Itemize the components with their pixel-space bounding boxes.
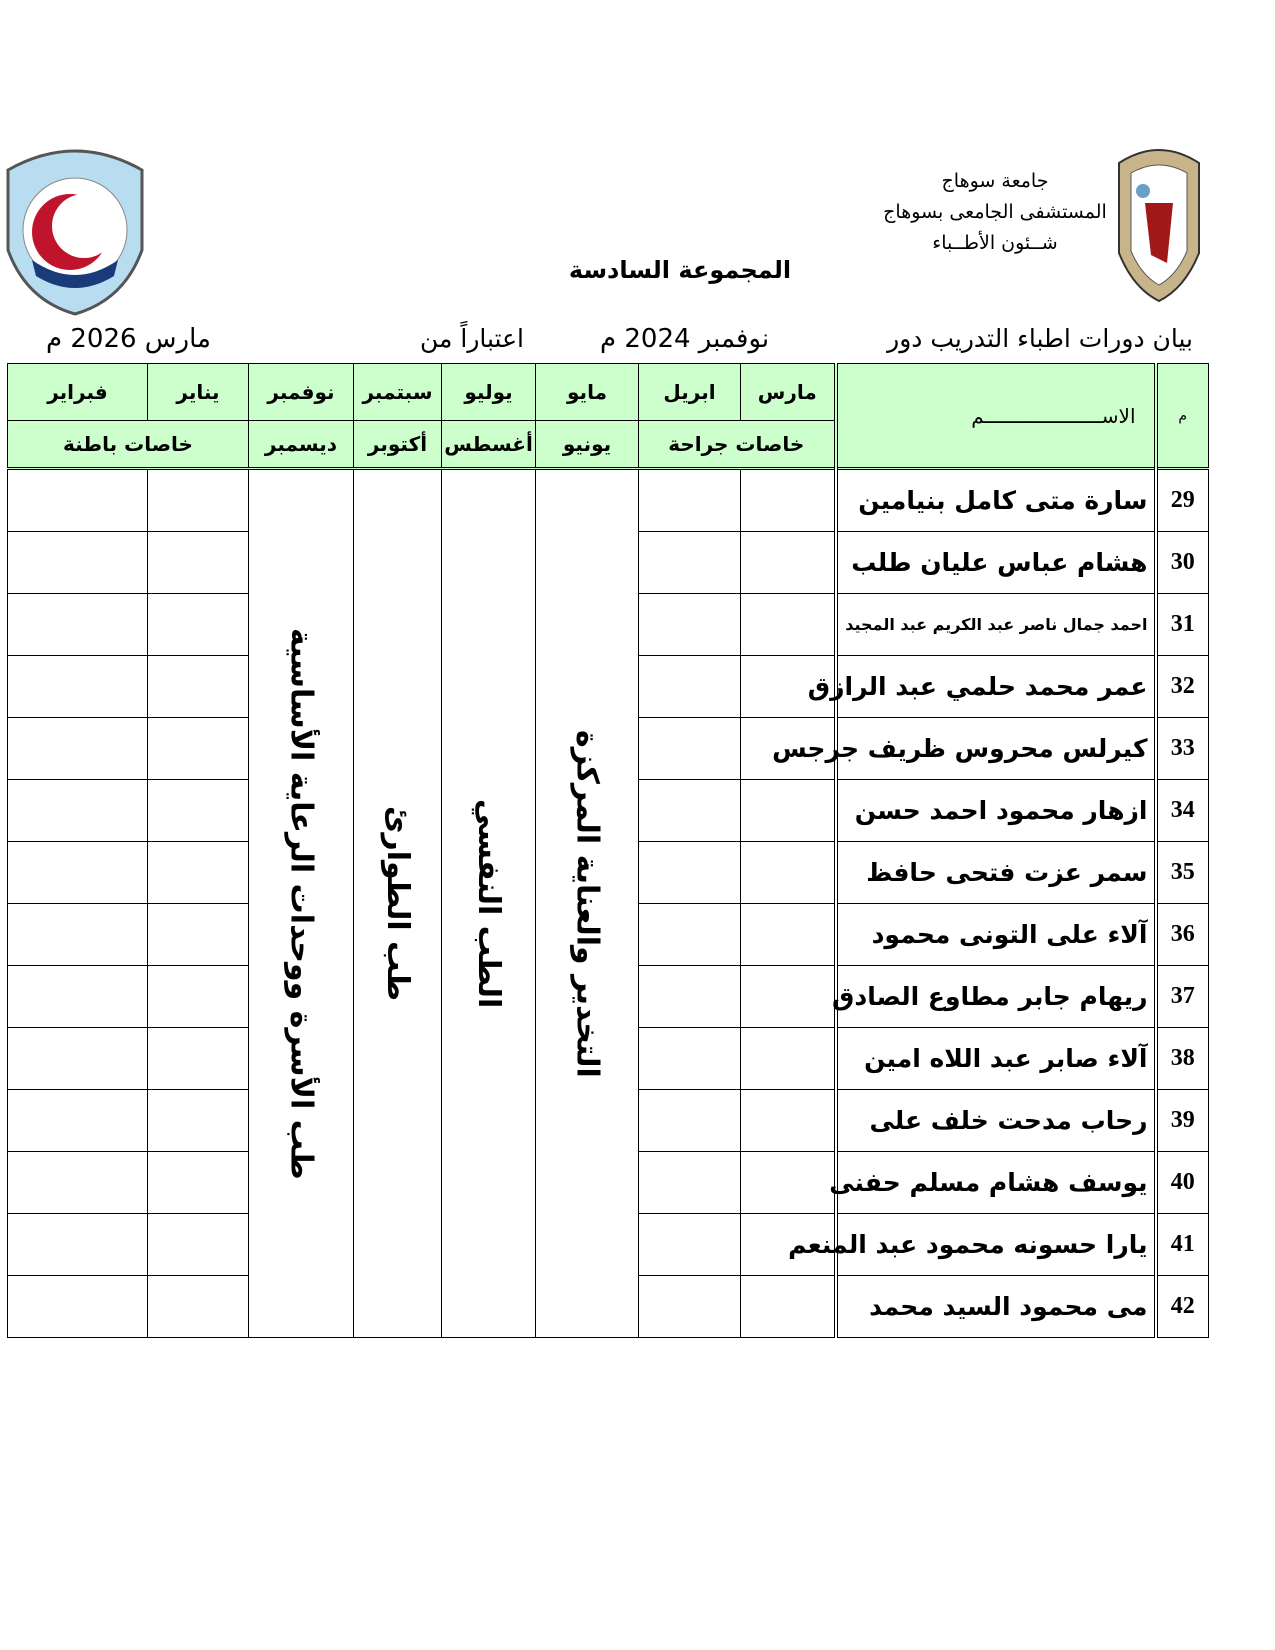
cell-february — [8, 1214, 148, 1276]
row-number: 38 — [1156, 1028, 1209, 1090]
cell-april — [639, 1214, 741, 1276]
cell-february — [8, 1276, 148, 1338]
cell-march — [741, 966, 836, 1028]
rotation-table — [7, 363, 1209, 1338]
cell-march — [741, 469, 836, 532]
month-february: فبراير — [8, 364, 148, 421]
cell-february — [8, 718, 148, 780]
row-number: 32 — [1156, 656, 1209, 718]
cell-march — [741, 1090, 836, 1152]
cell-february — [8, 904, 148, 966]
cell-april — [639, 842, 741, 904]
cell-february — [8, 1090, 148, 1152]
university-name: جامعة سوهاج — [941, 170, 1049, 192]
cell-march — [741, 594, 836, 656]
cell-february — [8, 1028, 148, 1090]
cell-march — [741, 1028, 836, 1090]
month-march: مارس — [741, 364, 836, 421]
cell-february — [8, 1152, 148, 1214]
doctor-name: سارة متى كامل بنيامين — [836, 469, 1156, 532]
cell-february — [8, 594, 148, 656]
table-row — [8, 469, 1209, 532]
month-november: نوفمبر — [249, 364, 354, 421]
to-month: مارس 2026 م — [46, 324, 211, 354]
cell-april — [639, 1152, 741, 1214]
cell-april — [639, 594, 741, 656]
name-header: الاســــــــــــــــــــم — [836, 364, 1156, 469]
doctor-name: ازهار محمود احمد حسن — [836, 780, 1156, 842]
doctor-name: هشام عباس عليان طلب — [836, 532, 1156, 594]
cell-february — [8, 780, 148, 842]
cell-february — [8, 966, 148, 1028]
cell-january — [148, 1152, 249, 1214]
cell-april — [639, 1028, 741, 1090]
statement-label: بيان دورات اطباء التدريب دور — [887, 324, 1193, 353]
cell-march — [741, 904, 836, 966]
doctor-name: احمد جمال ناصر عبد الكريم عبد المجيد — [836, 594, 1156, 656]
cell-january — [148, 532, 249, 594]
cell-january — [148, 1214, 249, 1276]
doctor-name: مى محمود السيد محمد — [836, 1276, 1156, 1338]
num-header: م — [1156, 364, 1209, 469]
row-number: 37 — [1156, 966, 1209, 1028]
month-september: سبتمبر — [354, 364, 442, 421]
doctor-name: رحاب مدحت خلف على — [836, 1090, 1156, 1152]
cell-april — [639, 966, 741, 1028]
from-month: نوفمبر 2024 م — [600, 324, 770, 354]
month-may: مايو — [536, 364, 639, 421]
doctor-name: كيرلس محروس ظريف جرجس — [836, 718, 1156, 780]
row-number: 29 — [1156, 469, 1209, 532]
rotation-anesthesia: التخدير والعناية المركزة — [536, 469, 639, 1338]
cell-january — [148, 469, 249, 532]
cell-february — [8, 469, 148, 532]
rotation-emergency: طب الطوارئ — [354, 469, 442, 1338]
doctor-name: سمر عزت فتحى حافظ — [836, 842, 1156, 904]
cell-april — [639, 718, 741, 780]
hospital-name: المستشفى الجامعى بسوهاج — [883, 201, 1107, 223]
row-number: 41 — [1156, 1214, 1209, 1276]
cell-march — [741, 780, 836, 842]
doctor-name: عمر محمد حلمي عبد الرازق — [836, 656, 1156, 718]
month-july: يوليو — [442, 364, 536, 421]
cell-april — [639, 532, 741, 594]
row-number: 36 — [1156, 904, 1209, 966]
cell-april — [639, 656, 741, 718]
surgery-specialties: خاصات جراحة — [639, 421, 836, 469]
month-january: يناير — [148, 364, 249, 421]
doctor-name: ريهام جابر مطاوع الصادق — [836, 966, 1156, 1028]
doctor-name: يوسف هشام مسلم حفنى — [836, 1152, 1156, 1214]
cell-january — [148, 966, 249, 1028]
cell-march — [741, 842, 836, 904]
cell-january — [148, 656, 249, 718]
cell-march — [741, 532, 836, 594]
cell-april — [639, 1276, 741, 1338]
row-number: 34 — [1156, 780, 1209, 842]
month-october: أكتوبر — [354, 421, 442, 469]
month-august: أغسطس — [442, 421, 536, 469]
month-december: ديسمبر — [249, 421, 354, 469]
cell-february — [8, 842, 148, 904]
doctor-name: آلاء صابر عبد اللاه امين — [836, 1028, 1156, 1090]
cell-january — [148, 594, 249, 656]
department-name: شــئون الأطــباء — [932, 232, 1058, 254]
cell-april — [639, 469, 741, 532]
cell-april — [639, 1090, 741, 1152]
row-number: 30 — [1156, 532, 1209, 594]
group-title: المجموعة السادسة — [568, 256, 792, 284]
from-label: اعتباراً من — [420, 324, 524, 353]
row-number: 42 — [1156, 1276, 1209, 1338]
cell-february — [8, 532, 148, 594]
cell-january — [148, 1028, 249, 1090]
doctor-name: آلاء على التونى محمود — [836, 904, 1156, 966]
sohag-university-logo — [1115, 143, 1203, 303]
rotation-family-medicine: طب الأسرة ووحدات الرعاية الأساسية — [249, 469, 354, 1338]
cell-january — [148, 904, 249, 966]
cell-january — [148, 842, 249, 904]
internal-specialties: خاصات باطنة — [8, 421, 249, 469]
cell-april — [639, 904, 741, 966]
rotation-psychiatry: الطب النفسي — [442, 469, 536, 1338]
cell-january — [148, 780, 249, 842]
cell-march — [741, 1152, 836, 1214]
faculty-of-medicine-logo — [4, 140, 146, 316]
row-number: 35 — [1156, 842, 1209, 904]
month-june: يونيو — [536, 421, 639, 469]
row-number: 31 — [1156, 594, 1209, 656]
cell-january — [148, 718, 249, 780]
row-number: 39 — [1156, 1090, 1209, 1152]
row-number: 40 — [1156, 1152, 1209, 1214]
cell-january — [148, 1276, 249, 1338]
doctor-name: يارا حسونه محمود عبد المنعم — [836, 1214, 1156, 1276]
row-number: 33 — [1156, 718, 1209, 780]
cell-january — [148, 1090, 249, 1152]
cell-april — [639, 780, 741, 842]
month-april: ابريل — [639, 364, 741, 421]
cell-march — [741, 1276, 836, 1338]
cell-february — [8, 656, 148, 718]
